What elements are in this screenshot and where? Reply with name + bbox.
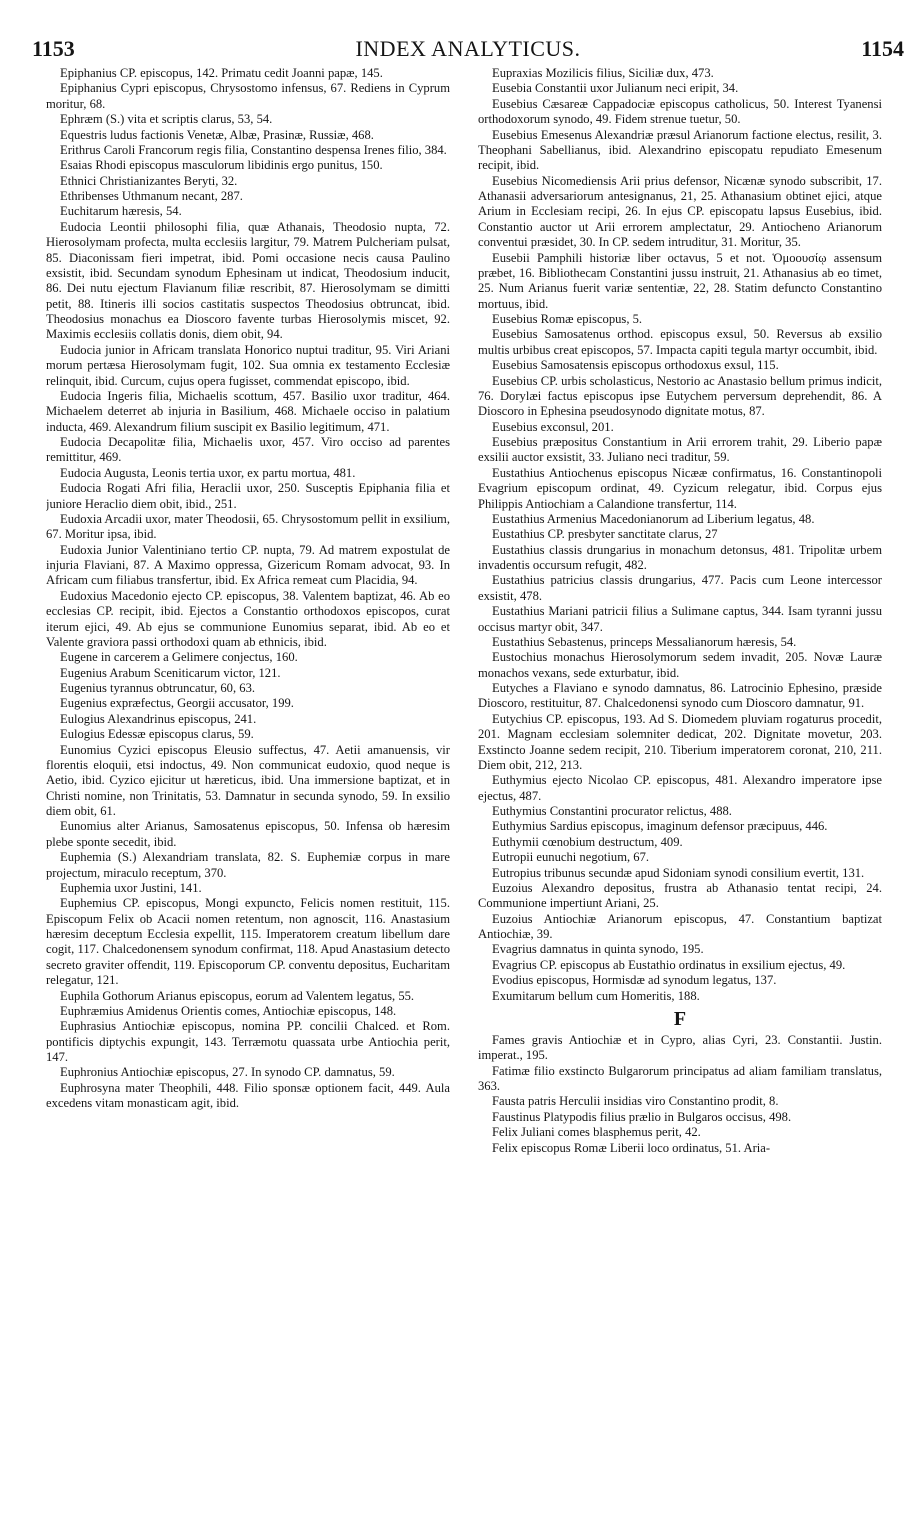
index-entry: Ethnici Christianizantes Beryti, 32.: [60, 173, 238, 188]
index-entry: Eustathius CP. presbyter sanctitate clarus, 27: [492, 527, 718, 542]
index-entry: Euchitarum hæresis, 54.: [60, 204, 182, 219]
page-header: [28, 32, 908, 62]
index-entry: Euphemia (S.) Alexandriam translata, 82. S. Euphemiæ corpus in mare projectum, miraculo receptum, 370.: [46, 850, 450, 880]
index-entry: Euzoius Alexandro depositus, frustra ab Athanasio tentat recipi, 24. Communione impertiunt Ariani, 25.: [478, 880, 882, 911]
index-entry: Eustathius Antiochenus episcopus Nicææ confirmatus, 16. Constantinopoli Evagrium episcopum ordinat, 49. Cyzicum relegatur, ibid. Corpus ejus Philippis Antiochiam a Calandione transfertur, 114.: [478, 465, 882, 511]
index-entry: Eunomius Cyzici episcopus Eleusio suffectus, 47. Aetii amanuensis, vir florentis eloquii, etsi indoctus, 49. Non communicat eudoxio, quod neque is Aetio, ibid. Cyzico ejicitur ut hæreticus, ibid. Una immersione baptizat, et in Christi nomine, non Trinitatis, 53. Damnatur in secunda synodo, 59. In exsilio diem obit, 61.: [46, 742, 450, 818]
index-entry: Eusebii Pamphili historiæ liber octavus, 5 et not. Ὁμοουσίῳ assensum præbet, 16. Bibliothecam Constantini jussu instruit, 21. Athanasius ab eo timet, 25. Num Arianus fuerit variæ sententiæ, 22, 28. Statim defuncto Constantino mortuus, ibid.: [478, 250, 882, 311]
index-entry: Eudocia junior in Africam translata Honorico nuptui traditur, 95. Viri Ariani morum pertæsa Hierosolymam fugit, 102. Sua omnia ex testamento Ecclesiæ relinquit, ibid. Curcum, cujus opera fugisset, commendat episcopo, ibid.: [46, 342, 450, 388]
index-entry: Eusebius præpositus Constantium in Arii errorem trahit, 29. Liberio papæ exsilii auctor exsistit, 33. Juliano neci traditur, 59.: [478, 435, 882, 465]
index-entry: Evagrius damnatus in quinta synodo, 195.: [492, 942, 704, 957]
index-entry: Eutychius CP. episcopus, 193. Ad S. Diomedem pluviam rogaturus procedit, 201. Magnam ecclesiam solemniter dedicat, 202. Dignitate movetur, 203. Exstincto Joanne sedem recipit, 210. Tiberium imperatorem coronat, 210, 211. Diem obit, 212, 213.: [478, 711, 882, 772]
index-entry: Eustathius classis drungarius in monachum detonsus, 481. Tripolitæ urbem invadentis occursum refugit, 482.: [478, 542, 882, 572]
index-entry: Eudoxius Macedonio ejecto CP. episcopus, 38. Valentem baptizat, 46. Ab eo ecclesias CP. recipit, ibid. Ejectos a Constantio orthodoxos episcopos, curat iterum ejici, 49. Ab ejus se communione Eunomius separat, ibid. Ab eo et Valente graviora passi orthodoxi quam ab ethnicis, ibid.: [46, 588, 450, 649]
index-entry: Erithrus Caroli Francorum regis filia, Constantino despensa Irenes filio, 384.: [60, 142, 447, 157]
index-entry: Eudocia Leontii philosophi filia, quæ Athanais, Theodosio nupta, 72. Hierosolymam profecta, multa ecclesiis largitur, 79. Matrem Pulcheriam pulsat, 85. Diaconissam fieri impetrat, ibid. Pomi occasione necis causa Paulino exsistit, ibid. Secundam synodum Ephesinam ut indicat, Theodosium inducit, 86. Dei nutu ejectum Flavianum filiæ rescribit, 87. Hierosolymam se dimitti petit, 88. Itineris illi socios castitatis suspectos Theodosius obtruncat, ibid. Theodosius monachus ea Dioscoro favente turbas Hierosolymis miscet, 92. Maximis ecclesiis collatis donis, diem obit, 94.: [46, 219, 450, 342]
left-column: [46, 66, 450, 1536]
index-entry: Evodius episcopus, Hormisdæ ad synodum legatus, 137.: [492, 973, 777, 988]
index-entry: Euphemius CP. episcopus, Mongi expuncto, Felicis nomen restituit, 115. Episcopum Felix ob Acacii nomen retentum, non agnoscit, 116. Anastasium hæresim deceptum Ecclesia expellit, 115. Imperatorem creatum libellum dare cogit, 117. Chalcedonensem synodum confirmat, 118. Apud Anastasium detecto secreto graviter offendit, 119. Episcoporum CP. conventu depositus, Eucharitam relegatur, 121.: [46, 896, 450, 988]
index-entry: Eusebia Constantii uxor Julianum neci eripit, 34.: [492, 81, 739, 96]
index-entry: Evagrius CP. episcopus ab Eustathio ordinatus in exsilium ejectus, 49.: [492, 957, 846, 972]
index-entry: Faustinus Platypodis filius prælio in Bulgaros occisus, 498.: [492, 1109, 792, 1124]
index-entry: Eugenius Arabum Sceniticarum victor, 121.: [60, 665, 281, 680]
index-entry: Eusebius Samosatenus orthod. episcopus exsul, 50. Reversus ab exsilio multis urbibus creat episcopos, 57. Impacta capiti tegula martyr occumbit, ibid.: [478, 327, 882, 357]
index-entry: Euthymii cœnobium destructum, 409.: [492, 834, 683, 849]
index-entry: Ethribenses Uthmanum necant, 287.: [60, 189, 243, 203]
index-entry: Eupraxias Mozilicis filius, Siciliæ dux, 473.: [492, 66, 714, 80]
page-number-left: 1153: [32, 36, 75, 61]
index-entry: Eudoxia Junior Valentiniano tertio CP. nupta, 79. Ad matrem expostulat de injuria Flaviani, 87. A Maximo oppressa, Gizericum Romam advocat, 93. In Africam cum filiabus transfertur, ibid. Ex Africa remeat cum Placidia, 94.: [46, 542, 450, 588]
index-entry: Euphrasius Antiochiæ episcopus, nomina PP. concilii Chalced. et Rom. pontificis diptychis expungit, 143. Terræmotu quassata urbe Antiochia perit, 147.: [46, 1019, 450, 1064]
index-entry: Epiphanius CP. episcopus, 142. Primatu cedit Joanni papæ, 145.: [60, 66, 383, 80]
index-entry: Euphemia uxor Justini, 141.: [60, 880, 202, 895]
index-entry: Eusebius Samosatensis episcopus orthodoxus exsul, 115.: [492, 358, 779, 373]
index-entry: Eusebius Cæsareæ Cappadociæ episcopus catholicus, 50. Interest Tyanensi orthodoxorum synodo, 49. Fidem strenue tuetur, 50.: [478, 96, 882, 127]
index-entry: Felix episcopus Romæ Liberii loco ordinatus, 51. Aria-: [492, 1140, 771, 1155]
index-entry: Esaias Rhodi episcopus masculorum libidinis ergo punitus, 150.: [60, 158, 383, 173]
index-entry: Eudocia Augusta, Leonis tertia uxor, ex partu mortua, 481.: [60, 465, 356, 480]
index-entry: Eustathius patricius classis drungarius, 477. Pacis cum Leone intercessor exsistit, 478.: [478, 573, 882, 603]
index-entry: Eustathius Armenius Macedonianorum ad Liberium legatus, 48.: [492, 511, 815, 526]
index-entry: Eulogius Edessæ episcopus clarus, 59.: [60, 727, 254, 742]
index-entry: Eustathius Sebastenus, princeps Messalianorum hæresis, 54.: [492, 634, 797, 649]
section-letter-heading: F: [673, 1007, 687, 1030]
index-entry: Euphila Gothorum Arianus episcopus, eorum ad Valentem legatus, 55.: [60, 988, 415, 1003]
index-entry: Epiphanius Cypri episcopus, Chrysostomo infensus, 67. Rediens in Cyprum moritur, 68.: [46, 81, 450, 111]
index-entry: Eustochius monachus Hierosolymorum sedem invadit, 205. Novæ Lauræ monachos vexans, sede exturbatur, ibid.: [478, 650, 882, 680]
index-entry: Eusebius Romæ episcopus, 5.: [492, 312, 643, 326]
index-entry: Euthymius Constantini procurator relictus, 488.: [492, 804, 732, 818]
index-entry: Euphronius Antiochiæ episcopus, 27. In synodo CP. damnatus, 59.: [60, 1065, 395, 1080]
index-entry: Eustathius Mariani patricii filius a Sulimane captus, 344. Isam tyranni jussu occisus martyr obit, 347.: [478, 604, 882, 634]
index-entry: Fatimæ filio exstincto Bulgarorum principatus ad aliam familiam translatus, 363.: [478, 1063, 882, 1093]
index-entry: Felix Juliani comes blasphemus perit, 42.: [492, 1125, 701, 1140]
index-entry: Euzoius Antiochiæ Arianorum episcopus, 47. Constantium baptizat Antiochiæ, 39.: [478, 911, 882, 941]
index-entry: Euthymius Sardius episcopus, imaginum defensor præcipuus, 446.: [492, 819, 828, 834]
index-entry: Eusebius Emesenus Alexandriæ præsul Arianorum factione electus, resilit, 3. Theophani Sabellianus, ibid. Alexandrino episcopatu repudiato Emesenum recipit, ibid.: [478, 127, 882, 173]
index-entry: Euphrosyna mater Theophili, 448. Filio sponsæ optionem facit, 449. Aula excedens vitam monasticam agit, ibid.: [46, 1080, 450, 1111]
right-column: [478, 66, 882, 1536]
index-entry: Eudocia Ingeris filia, Michaelis scottum, 457. Basilio uxor traditur, 464. Michaelem deterret ab injuria in Basilium, 468. Michaele occiso in palatium inducta, 469. Alexandrum filium suscipit ex Basilio legitimum, 471.: [46, 388, 450, 434]
index-entry: Eutropii eunuchi negotium, 67.: [492, 850, 650, 865]
index-entry: Fausta patris Herculii insidias viro Constantino prodit, 8.: [492, 1094, 779, 1109]
index-entry: Exumitarum bellum cum Homeritis, 188.: [492, 988, 700, 1003]
index-entry: Eugenius expræfectus, Georgii accusator, 199.: [60, 696, 294, 711]
index-entry: Ephræm (S.) vita et scriptis clarus, 53, 54.: [60, 112, 273, 127]
index-entry: Eudoxia Arcadii uxor, mater Theodosii, 65. Chrysostomum pellit in exsilium, 67. Moritur ipsa, ibid.: [46, 511, 450, 542]
running-title: INDEX ANALYTICUS.: [355, 36, 581, 61]
index-entry: Eusebius CP. urbis scholasticus, Nestorio ac Anastasio bellum primus indicit, 76. Dorylæi factus episcopus ipse Eutychem perversum deprehendit, 86. A Dioscoro in Ephesina pseudosynodo dignitate motus, 87.: [478, 373, 882, 419]
index-entry: Eunomius alter Arianus, Samosatenus episcopus, 50. Infensa ob hæresim plebe sponte secedit, ibid.: [46, 819, 450, 849]
index-entry: Euthymius ejecto Nicolao CP. episcopus, 481. Alexandro imperatore ipse ejectus, 487.: [478, 773, 882, 803]
page-number-right: 1154: [861, 36, 904, 61]
index-entry: Eulogius Alexandrinus episcopus, 241.: [60, 711, 257, 726]
index-entry: Fames gravis Antiochiæ et in Cypro, alias Cyri, 23. Constantii. Justin. imperat., 195.: [478, 1032, 882, 1063]
index-entry: Eugene in carcerem a Gelimere conjectus, 160.: [60, 650, 298, 665]
index-entry: Eutropius tribunus secundæ apud Sidoniam synodi consilium evertit, 131.: [492, 865, 865, 880]
index-entry: Eusebius exconsul, 201.: [492, 419, 614, 434]
index-entry: Eudocia Decapolitæ filia, Michaelis uxor, 457. Viro occiso ad parentes remittitur, 469.: [46, 435, 450, 465]
index-entry: Eutyches a Flaviano e synodo damnatus, 86. Latrocinio Ephesino, præside Dioscoro, restituitur, 87. Chalcedonensi synodo cum Dioscoro damnatur, 91.: [478, 681, 882, 711]
index-entry: Eusebius Nicomediensis Arii prius defensor, Nicænæ synodo subscribit, 17. Athanasii adversariorum antesignanus, 21, 25. Athanasium obtinet ejici, atque Arium in Ecclesiam recipi, 26. In ejus CP. episcopatu lapsus Eusebius, ibid. Constantio auctor ut Arii errorem amplectatur, 29. Antiocheno Arianorum conventui præsidet, 30. In CP. sedem intruditur, 31. Moritur, 35.: [478, 173, 882, 250]
index-entry: Euphræmius Amidenus Orientis comes, Antiochiæ episcopus, 148.: [60, 1003, 397, 1018]
index-entry: Eugenius tyrannus obtruncatur, 60, 63.: [60, 681, 256, 695]
index-entry: Equestris ludus factionis Venetæ, Albæ, Prasinæ, Russiæ, 468.: [60, 127, 374, 142]
index-entry: Eudocia Rogati Afri filia, Heraclii uxor, 250. Susceptis Epiphania filia et juniore Heraclio diem obit, ibid., 251.: [46, 481, 450, 511]
